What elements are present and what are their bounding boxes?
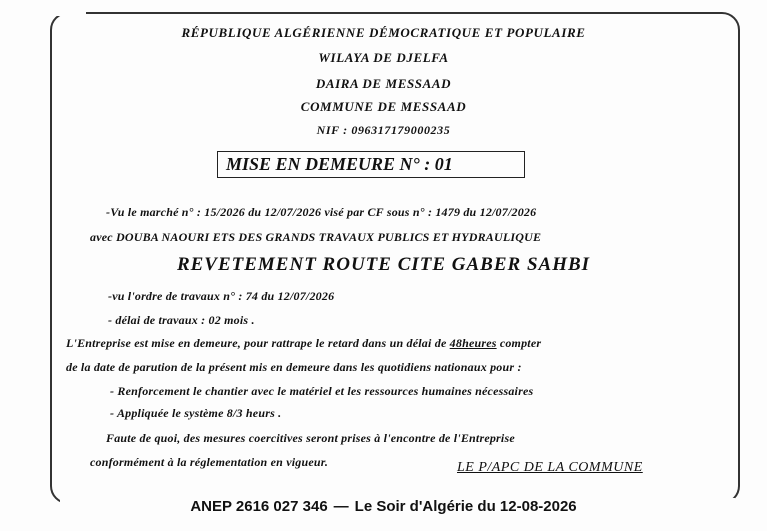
header-republique: RÉPUBLIQUE ALGÉRIENNE DÉMOCRATIQUE ET POPULAIRE: [181, 25, 586, 40]
paragraph-text-a: L'Entreprise est mise en demeure, pour rattrape le retard dans un délai de: [66, 336, 450, 350]
contractor-line: avec DOUBA NAOURI ETS DES GRANDS TRAVAUX PUBLICS ET HYDRAULIQUE: [90, 230, 542, 244]
publication-footer: [0, 498, 767, 515]
project-title: REVETEMENT ROUTE CITE GABER SAHBI: [176, 254, 591, 275]
footer-dash: —: [333, 498, 349, 515]
header-daira: DAIRA DE MESSAAD: [315, 76, 452, 91]
newspaper-source: Le Soir d'Algérie du 12-08-2026: [354, 498, 577, 515]
ordre-line: -vu l'ordre de travaux n° : 74 du 12/07/2026: [108, 289, 335, 303]
header-commune: COMMUNE DE MESSAAD: [300, 99, 467, 114]
signature: LE P/APC DE LA COMMUNE: [457, 460, 643, 475]
bullet-systeme: - Appliquée le système 8/3 heurs .: [110, 406, 282, 420]
deadline-text: 48heures: [449, 336, 497, 350]
header-wilaya: WILAYA DE DJELFA: [318, 50, 449, 65]
notice-title: MISE EN DEMEURE N° : 01: [217, 151, 525, 178]
paragraph-line-1: [66, 336, 541, 351]
delai-line: - délai de travaux : 02 mois .: [108, 313, 255, 327]
header-nif: NIF : 096317179000235: [316, 123, 451, 137]
anep-reference: ANEP 2616 027 346: [190, 498, 328, 515]
paragraph-line-2: de la date de parution de la présent mis en demeure dans les quotidiens nationaux pour :: [66, 360, 522, 374]
frame-gap-top: [52, 8, 86, 16]
faute-line-1: Faute de quoi, des mesures coercitives seront prises à l'encontre de l'Entreprise: [106, 431, 515, 445]
vu-marche-line: -Vu le marché n° : 15/2026 du 12/07/2026 visé par CF sous n° : 1479 du 12/07/2026: [106, 205, 537, 219]
bullet-renforcement: - Renforcement le chantier avec le matériel et les ressources humaines nécessaires: [110, 384, 534, 398]
paragraph-text-b: compter: [496, 336, 542, 350]
faute-line-2: conformément à la réglementation en vigueur.: [90, 455, 329, 469]
